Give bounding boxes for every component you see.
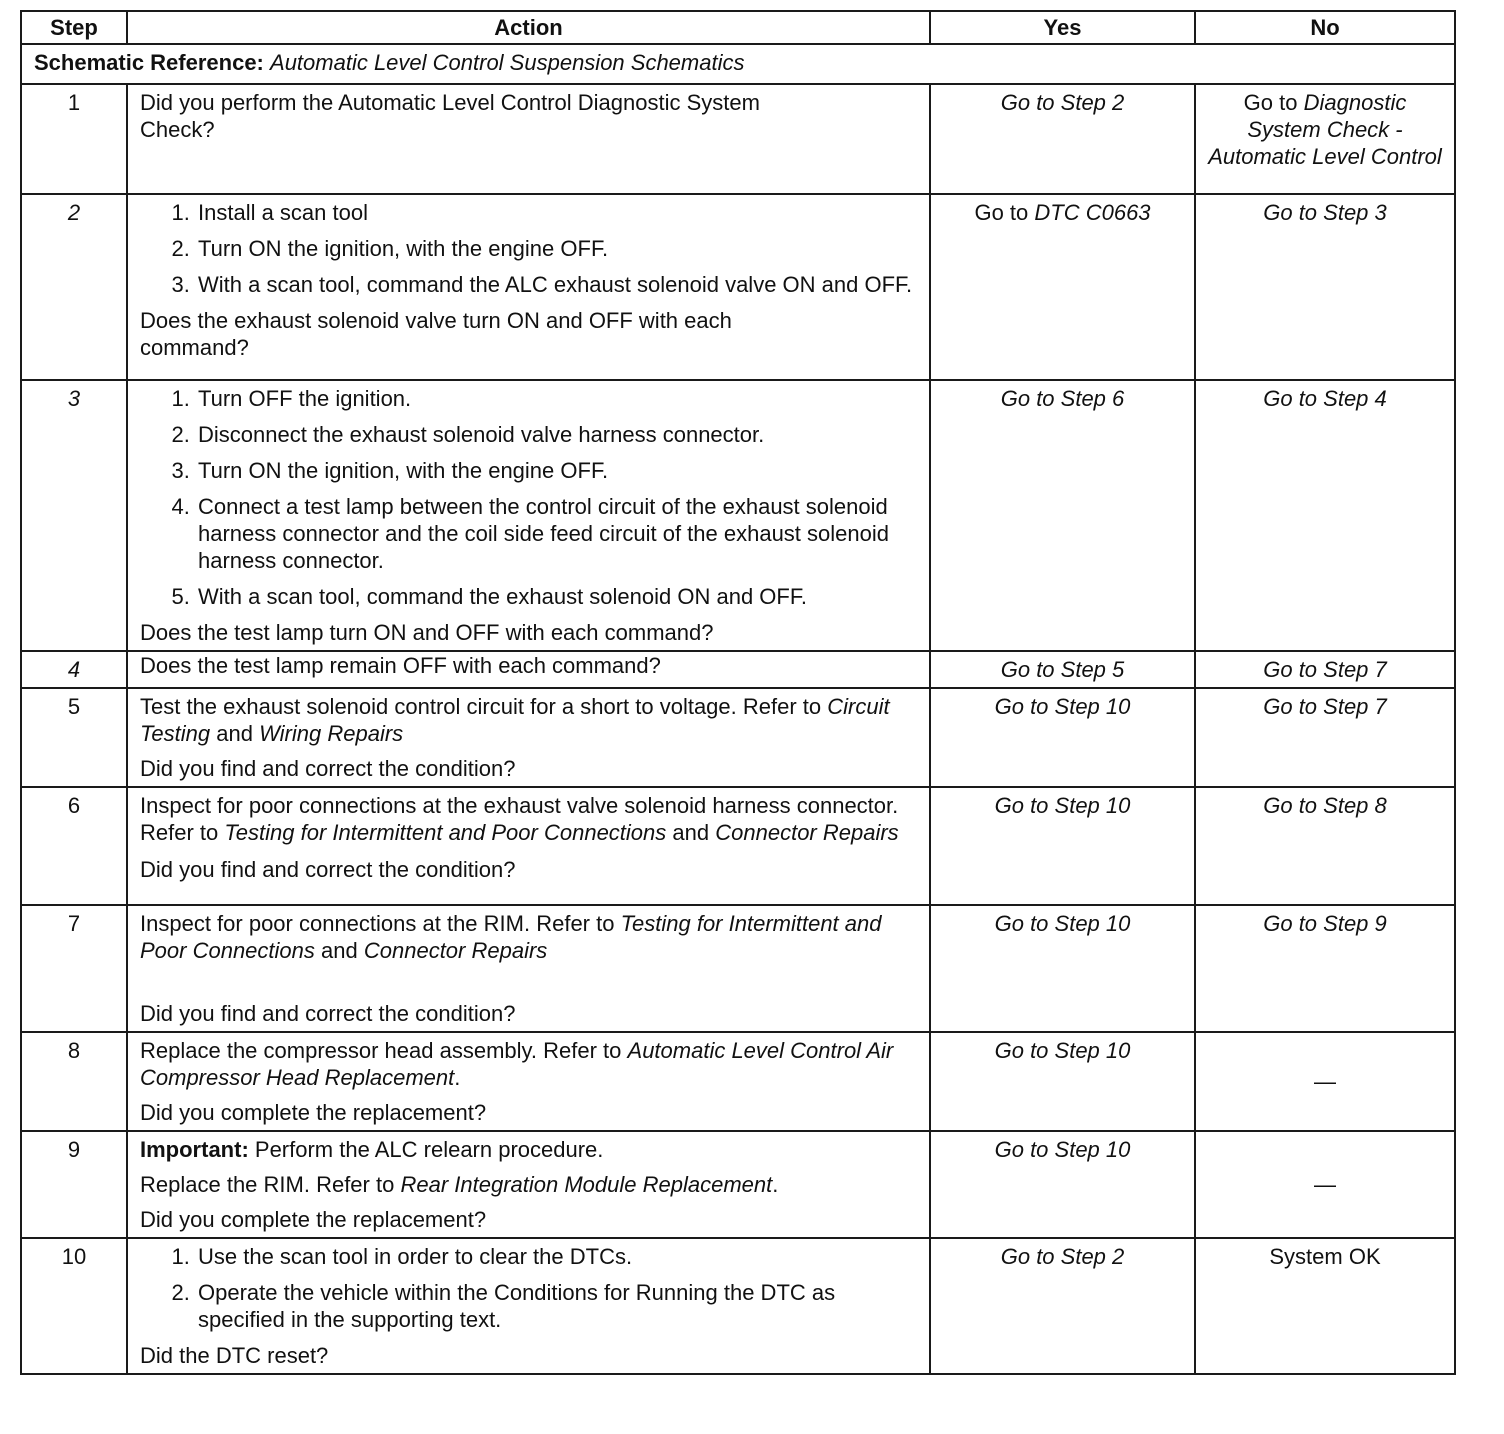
- reference-link[interactable]: Testing for Intermittent and Poor Connections: [224, 820, 667, 845]
- action-cell: [127, 380, 930, 651]
- action-question: Did you complete the replacement?: [140, 1207, 487, 1232]
- action-question: Did you complete the replacement?: [140, 1100, 487, 1125]
- yes-cell[interactable]: Go to Step 6: [930, 380, 1195, 651]
- table-row: [21, 651, 1455, 688]
- step-number: 8: [21, 1032, 127, 1131]
- step-number: 1: [21, 84, 127, 194]
- no-cell[interactable]: Go to Step 8: [1195, 787, 1455, 905]
- action-step-item: 1. Turn OFF the ignition.: [196, 385, 917, 412]
- action-text-lead: Replace the compressor head assembly. Refer to: [140, 1038, 622, 1063]
- step-number: 5: [21, 688, 127, 787]
- header-row: [21, 11, 1455, 44]
- action-step-item: 5. With a scan tool, command the exhaust solenoid ON and OFF.: [196, 583, 917, 610]
- no-cell[interactable]: Go to Step 7: [1195, 651, 1455, 688]
- yes-prefix: Go to: [974, 200, 1029, 225]
- header-yes: Yes: [930, 11, 1195, 44]
- important-label: Important:: [140, 1137, 249, 1162]
- action-question: Did the DTC reset?: [140, 1343, 329, 1368]
- step-number: 7: [21, 905, 127, 1032]
- action-step-item: 1. Install a scan tool: [196, 199, 917, 226]
- table-row: [21, 194, 1455, 380]
- action-text-lead: Inspect for poor connections at the exhaust valve solenoid harness connector. Refer to: [140, 793, 899, 845]
- action-step-item: 4. Connect a test lamp between the control circuit of the exhaust solenoid harness connector and the coil side feed circuit of the exhaust solenoid harness connector.: [196, 493, 917, 574]
- reference-link[interactable]: Automatic Level Control Air Compressor Head Replacement: [140, 1038, 894, 1090]
- yes-link[interactable]: DTC C0663: [1034, 200, 1151, 225]
- action-step-item: 1. Use the scan tool in order to clear the DTCs.: [196, 1243, 917, 1270]
- action-cell: [127, 787, 930, 905]
- no-cell[interactable]: [1195, 84, 1455, 194]
- important-text: Perform the ALC relearn procedure.: [254, 1137, 604, 1162]
- no-cell[interactable]: Go to Step 3: [1195, 194, 1455, 380]
- yes-cell[interactable]: Go to Step 10: [930, 1032, 1195, 1131]
- table-row: [21, 1238, 1455, 1374]
- yes-cell[interactable]: Go to Step 10: [930, 688, 1195, 787]
- no-cell[interactable]: Go to Step 4: [1195, 380, 1455, 651]
- action-step-item: 2. Turn ON the ignition, with the engine OFF.: [196, 235, 917, 262]
- yes-cell[interactable]: Go to Step 2: [930, 1238, 1195, 1374]
- action-text-period: .: [454, 1065, 461, 1090]
- important-note: [140, 1136, 917, 1163]
- action-text: Did you perform the Automatic Level Control Diagnostic System Check?: [140, 90, 760, 142]
- action-question: Does the test lamp turn ON and OFF with each command?: [140, 620, 714, 645]
- action-text-period: .: [772, 1172, 779, 1197]
- action-steps: [140, 385, 917, 610]
- header-no: No: [1195, 11, 1455, 44]
- action-question: Did you find and correct the condition?: [140, 857, 516, 882]
- action-text: [140, 910, 917, 964]
- action-step-item: 3. With a scan tool, command the ALC exhaust solenoid valve ON and OFF.: [196, 271, 917, 298]
- action-step-item: 2. Disconnect the exhaust solenoid valve harness connector.: [196, 421, 917, 448]
- table-row: [21, 380, 1455, 651]
- action-step-item: 2. Operate the vehicle within the Conditions for Running the DTC as specified in the supporting text.: [196, 1279, 917, 1333]
- no-cell[interactable]: Go to Step 7: [1195, 688, 1455, 787]
- step-number: 4: [21, 651, 127, 688]
- action-text: [140, 792, 917, 846]
- yes-cell[interactable]: Go to Step 5: [930, 651, 1195, 688]
- schematic-reference-link[interactable]: Automatic Level Control Suspension Schematics: [270, 50, 745, 75]
- action-text-lead: Test the exhaust solenoid control circuit for a short to voltage. Refer to: [140, 694, 822, 719]
- table-row: [21, 1131, 1455, 1238]
- step-number: 10: [21, 1238, 127, 1374]
- step-number: 6: [21, 787, 127, 905]
- action-steps: [140, 199, 917, 298]
- yes-cell[interactable]: Go to Step 10: [930, 905, 1195, 1032]
- table-row: [21, 1032, 1455, 1131]
- action-text-lead: Replace the RIM. Refer to: [140, 1172, 395, 1197]
- reference-link[interactable]: Circuit Testing: [140, 694, 890, 746]
- action-cell: [127, 688, 930, 787]
- header-step: Step: [21, 11, 127, 44]
- action-cell: [127, 84, 930, 194]
- no-cell: —: [1195, 1032, 1455, 1131]
- schematic-reference-label: Schematic Reference:: [34, 50, 264, 75]
- diagnostic-page: [20, 10, 1454, 1375]
- action-cell: [127, 1032, 930, 1131]
- reference-link[interactable]: Testing for Intermittent and Poor Connections: [140, 911, 882, 963]
- yes-cell[interactable]: Go to Step 10: [930, 787, 1195, 905]
- table-row: [21, 787, 1455, 905]
- action-steps: [140, 1243, 917, 1333]
- no-cell: —: [1195, 1131, 1455, 1238]
- step-number: 9: [21, 1131, 127, 1238]
- table-row: [21, 905, 1455, 1032]
- reference-link[interactable]: Connector Repairs: [715, 820, 899, 845]
- reference-link[interactable]: Wiring Repairs: [259, 721, 404, 746]
- yes-cell[interactable]: [930, 194, 1195, 380]
- action-cell: [127, 1131, 930, 1238]
- table-row: [21, 84, 1455, 194]
- action-question: Did you find and correct the condition?: [140, 1001, 516, 1026]
- action-text-and: and: [216, 721, 253, 746]
- step-number: 3: [21, 380, 127, 651]
- table-row: [21, 688, 1455, 787]
- reference-link[interactable]: Rear Integration Module Replacement: [400, 1172, 773, 1197]
- action-step-item: 3. Turn ON the ignition, with the engine OFF.: [196, 457, 917, 484]
- schematic-reference: [21, 44, 1455, 84]
- diagnostic-table: [20, 10, 1456, 1375]
- action-text: [140, 693, 917, 747]
- yes-cell[interactable]: Go to Step 10: [930, 1131, 1195, 1238]
- action-text-lead: Inspect for poor connections at the RIM. Refer to: [140, 911, 615, 936]
- header-action: Action: [127, 11, 930, 44]
- no-link[interactable]: Diagnostic System Check - Automatic Level Control: [1208, 90, 1442, 169]
- action-cell: [127, 1238, 930, 1374]
- action-text-and: and: [321, 938, 358, 963]
- yes-cell[interactable]: Go to Step 2: [930, 84, 1195, 194]
- no-prefix: Go to: [1243, 90, 1298, 115]
- action-text: [140, 1171, 917, 1198]
- action-text: [140, 1037, 917, 1091]
- action-question: Does the exhaust solenoid valve turn ON and OFF with each command?: [140, 308, 732, 360]
- action-cell: [127, 905, 930, 1032]
- action-cell: [127, 194, 930, 380]
- action-text-and: and: [672, 820, 710, 845]
- action-question: Did you find and correct the condition?: [140, 756, 516, 781]
- no-cell[interactable]: Go to Step 9: [1195, 905, 1455, 1032]
- no-cell: System OK: [1195, 1238, 1455, 1374]
- step-number: 2: [21, 194, 127, 380]
- reference-link[interactable]: Connector Repairs: [363, 938, 548, 963]
- action-question: Does the test lamp remain OFF with each command?: [127, 651, 930, 688]
- schematic-reference-row: [21, 44, 1455, 84]
